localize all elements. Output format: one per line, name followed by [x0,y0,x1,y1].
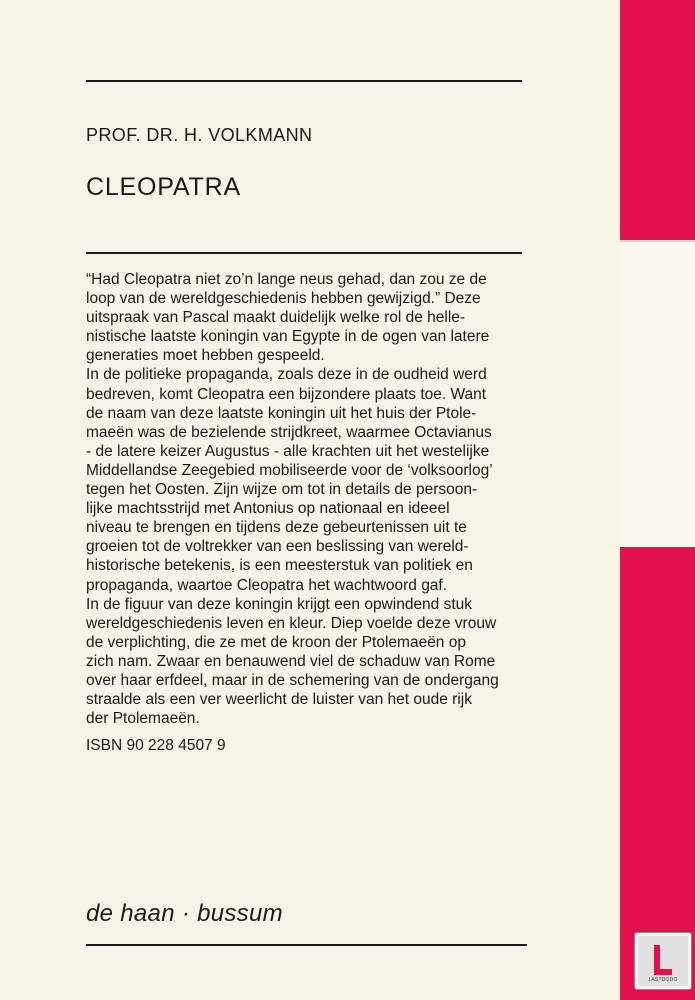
top-rule [86,80,522,82]
l-logo-icon [654,945,672,975]
bottom-rule [86,944,527,946]
lastdodo-logo [634,932,692,990]
blurb-text: “Had Cleopatra niet zo’n lange neus gehad, dan zou ze de loop van de wereldgeschiedenis hebben gewijzigd.” Deze uitspraak van Pascal maakt duidelijk welke rol de helle- nistische laatste koningin van Egypte in de ogen van latere generaties moet hebben gespeeld. In de politieke propaganda, zoals deze in de oudheid werd bedreven, komt Cleopatra een bijzondere plaats toe. Want de naam van deze laatste koningin uit het huis der Ptole- maeën was de bezielende strijdkreet, waarmee Octavianus - de latere keizer Augustus - alle krachten uit het westelijke Middellandse Zeegebied mobiliseerde voor de ‘volksoorlog’ tegen het Oosten. Zijn wijze om tot in details de persoon- lijke machtsstrijd met Antonius op nationaal en ideeel niveau te brengen en tijdens deze gebeurtenissen uit te groeien tot de voltrekker van een beslissing van wereld- historische betekenis, is een meesterstuk van politiek en propaganda, waartoe Cleopatra het wachtwoord gaf. In de figuur van deze koningin krijgt een opwindend stuk wereldgeschiedenis leven en kleur. Diep voelde deze vrouw de verplichting, die ze met de kroon der Ptolemaeën op zich nam. Zwaar en benauwend viel de schaduw van Rome over haar erfdeel, maar in de schemering van de ondergang straalde als een ver weerlicht de luister van het oude rijk der Ptolemaeën. [86,271,499,728]
author-name: PROF. DR. H. VOLKMANN [86,125,313,145]
book-title: CLEOPATRA [86,173,241,201]
publisher-name: de haan · bussum [86,900,283,927]
logo-watermark-text: LASTDODO [648,977,678,983]
isbn-number: ISBN 90 228 4507 9 [86,737,226,754]
white-band-segment [620,240,695,547]
title-rule [86,252,522,254]
